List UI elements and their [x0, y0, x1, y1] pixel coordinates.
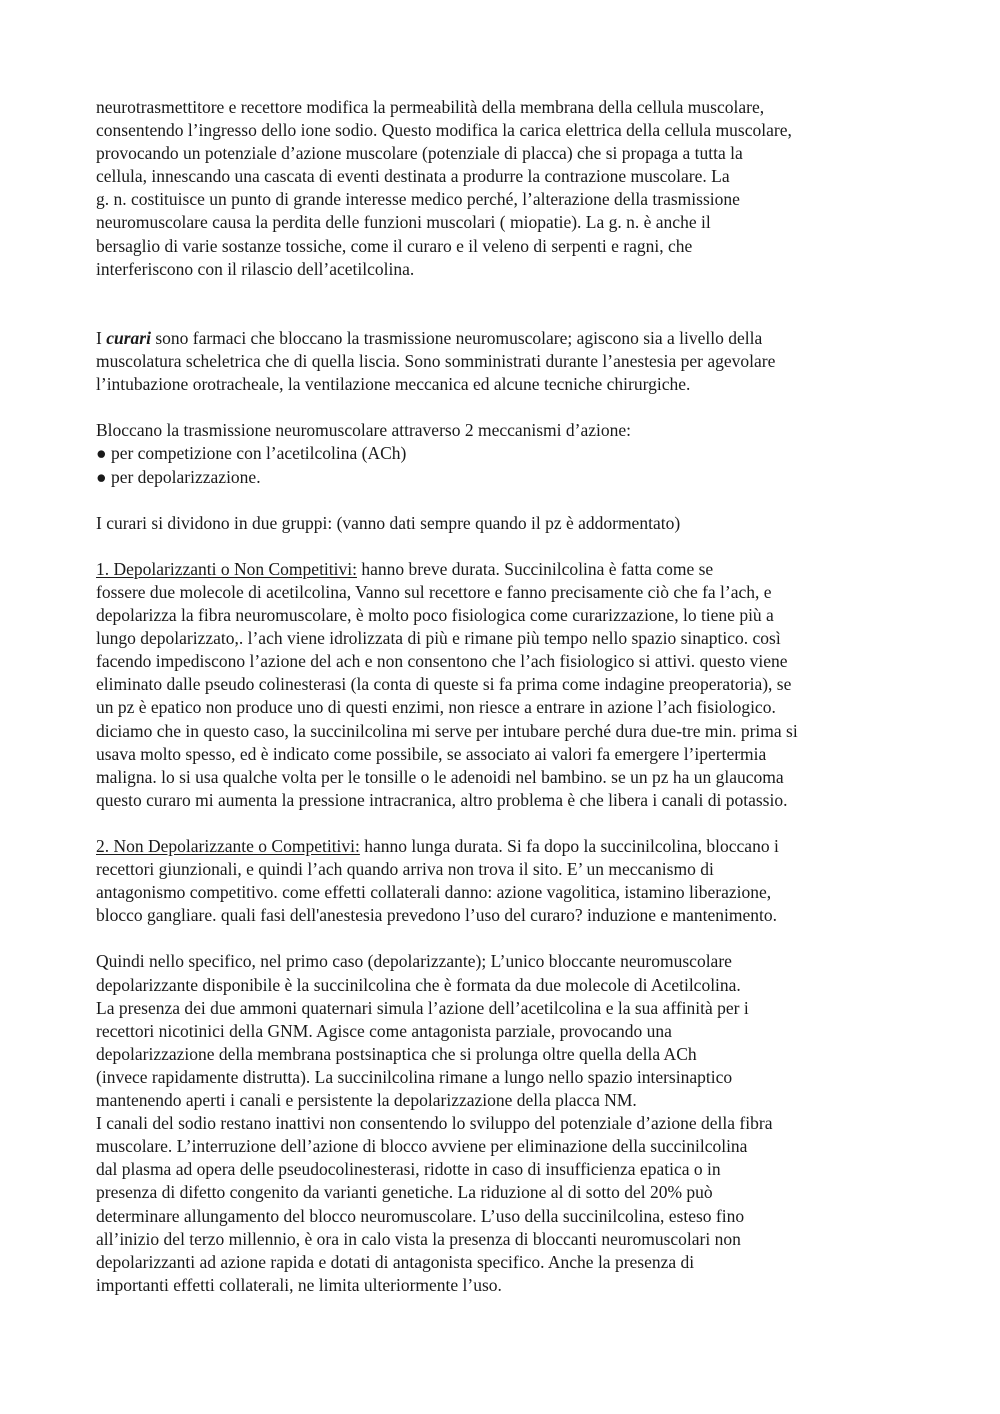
- text-line: consentendo l’ingresso dello ione sodio. Questo modifica la carica elettrica della cellula muscolare,: [96, 120, 792, 141]
- text-line: I canali del sodio restano inattivi non consentendo lo sviluppo del potenziale d’azione della fibra: [96, 1113, 773, 1134]
- text-line: Quindi nello specifico, nel primo caso (depolarizzante); L’unico bloccante neuromuscolare: [96, 951, 732, 972]
- bullet-item: ● per competizione con l’acetilcolina (ACh): [96, 443, 407, 464]
- text-line: usava molto spesso, ed è indicato come possibile, se associato ai valori fa emergere l’ipertermia: [96, 743, 767, 764]
- document-page: [96, 96, 916, 1297]
- text-line: diciamo che in questo caso, la succinilcolina mi serve per intubare perché dura due-tre min. prima si: [96, 720, 798, 741]
- text-line: importanti effetti collaterali, ne limita ulteriormente l’uso.: [96, 1274, 502, 1295]
- text-line: determinare allungamento del blocco neuromuscolare. L’uso della succinilcolina, esteso fino: [96, 1205, 745, 1226]
- text-line: mantenendo aperti i canali e persistente la depolarizzazione della placca NM.: [96, 1090, 637, 1111]
- text-fragment: I: [96, 327, 107, 348]
- text-line: depolarizza la fibra neuromuscolare, è molto poco fisiologica come curarizzazione, lo tiene più a: [96, 605, 774, 626]
- text-line: blocco gangliare. quali fasi dell'anestesia prevedono l’uso del curaro? induzione e mantenimento.: [96, 905, 778, 926]
- text-line: fossere due molecole di acetilcolina, Vanno sul recettore e fanno precisamente ciò che fa l’ach, e: [96, 581, 772, 602]
- text-line: I curari si dividono in due gruppi: (vanno dati sempre quando il pz è addormentato): [96, 512, 681, 533]
- text-line: provocando un potenziale d’azione muscolare (potenziale di placca) che si propaga a tutta la: [96, 143, 743, 164]
- text-line: [96, 835, 916, 858]
- text-line: presenza di difetto congenito da varianti genetiche. La riduzione al di sotto del 20% può: [96, 1182, 713, 1203]
- paragraph-depolarizing: [96, 558, 916, 812]
- term-curari: curari: [106, 327, 151, 348]
- text-line: depolarizzante disponibile è la succinilcolina che è formata da due molecole di Acetilcolina.: [96, 974, 741, 995]
- paragraph-succinylcholine: [96, 950, 916, 1296]
- text-line: neuromuscolare causa la perdita delle funzioni muscolari ( miopatie). La g. n. è anche il: [96, 212, 711, 233]
- paragraph-non-depolarizing: [96, 835, 916, 927]
- text-line: interferiscono con il rilascio dell’acetilcolina.: [96, 258, 415, 279]
- section-heading-depolarizing: 1. Depolarizzanti o Non Competitivi:: [96, 558, 357, 579]
- text-line: depolarizzanti ad azione rapida e dotati di antagonista specifico. Anche la presenza di: [96, 1251, 695, 1272]
- text-line: recettori giunzionali, e quindi l’ach quando arriva non trova il sito. E’ un meccanismo di: [96, 859, 714, 880]
- text-line: lungo depolarizzato,. l’ach viene idrolizzata di più e rimane più tempo nello spazio sinaptico. così: [96, 628, 781, 649]
- text-line: eliminato dalle pseudo colinesterasi (la conta di queste si fa prima come indagine preoperatoria), se: [96, 674, 792, 695]
- text-line: all’inizio del terzo millennio, è ora in calo vista la presenza di bloccanti neuromuscolari non: [96, 1228, 741, 1249]
- text-line: bersaglio di varie sostanze tossiche, come il curaro e il veleno di serpenti e ragni, che: [96, 235, 693, 256]
- text-line: g. n. costituisce un punto di grande interesse medico perché, l’alterazione della trasmissione: [96, 189, 740, 210]
- text-line: antagonismo competitivo. come effetti collaterali danno: azione vagolitica, istamino liberazione,: [96, 882, 772, 903]
- paragraph-mechanisms: [96, 419, 916, 488]
- text-line: [96, 327, 916, 350]
- text-line: recettori nicotinici della GNM. Agisce come antagonista parziale, provocando una: [96, 1020, 672, 1041]
- text-line: Bloccano la trasmissione neuromuscolare attraverso 2 meccanismi d’azione:: [96, 420, 632, 441]
- text-line: muscolatura scheletrica che di quella liscia. Sono somministrati durante l’anestesia per agevolare: [96, 351, 776, 372]
- text-line: dal plasma ad opera delle pseudocolinesterasi, ridotte in caso di insufficienza epatica o in: [96, 1159, 721, 1180]
- text-line: La presenza dei due ammoni quaternari simula l’azione dell’acetilcolina e la sua affinità per i: [96, 997, 749, 1018]
- text-line: maligna. lo si usa qualche volta per le tonsille o le adenoidi nel bambino. se un pz ha un glaucoma: [96, 766, 784, 787]
- text-line: un pz è epatico non produce uno di questi enzimi, non riesce a entrare in azione l’ach fisiologico.: [96, 697, 776, 718]
- text-line: cellula, innescando una cascata di eventi destinata a produrre la contrazione muscolare. La: [96, 166, 730, 187]
- text-line: questo curaro mi aumenta la pressione intracranica, altro problema è che libera i canali di potassio.: [96, 789, 788, 810]
- section-heading-non-depolarizing: 2. Non Depolarizzante o Competitivi:: [96, 836, 360, 856]
- text-line: [96, 558, 916, 581]
- text-fragment: hanno breve durata. Succinilcolina è fatta come se: [357, 558, 714, 579]
- text-line: depolarizzazione della membrana postsinaptica che si prolunga oltre quella della ACh: [96, 1043, 697, 1064]
- paragraph-curari-definition: [96, 327, 916, 396]
- paragraph-groups: [96, 512, 916, 535]
- text-line: l’intubazione orotracheale, la ventilazione meccanica ed alcune tecniche chirurgiche.: [96, 374, 691, 395]
- text-line: neurotrasmettitore e recettore modifica la permeabilità della membrana della cellula muscolare,: [96, 97, 765, 117]
- bullet-item: ● per depolarizzazione.: [96, 466, 261, 487]
- text-line: muscolare. L’interruzione dell’azione di blocco avviene per eliminazione della succinilcolina: [96, 1136, 748, 1157]
- text-line: (invece rapidamente distrutta). La succinilcolina rimane a lungo nello spazio intersinaptico: [96, 1066, 733, 1087]
- text-line: facendo impediscono l’azione del ach e non consentono che l’ach fisiologico si attivi. questo viene: [96, 651, 788, 672]
- paragraph-neuromuscular-junction: [96, 96, 916, 281]
- text-fragment: sono farmaci che bloccano la trasmissione neuromuscolare; agiscono sia a livello della: [150, 327, 763, 348]
- text-fragment: hanno lunga durata. Si fa dopo la succinilcolina, bloccano i: [359, 836, 779, 856]
